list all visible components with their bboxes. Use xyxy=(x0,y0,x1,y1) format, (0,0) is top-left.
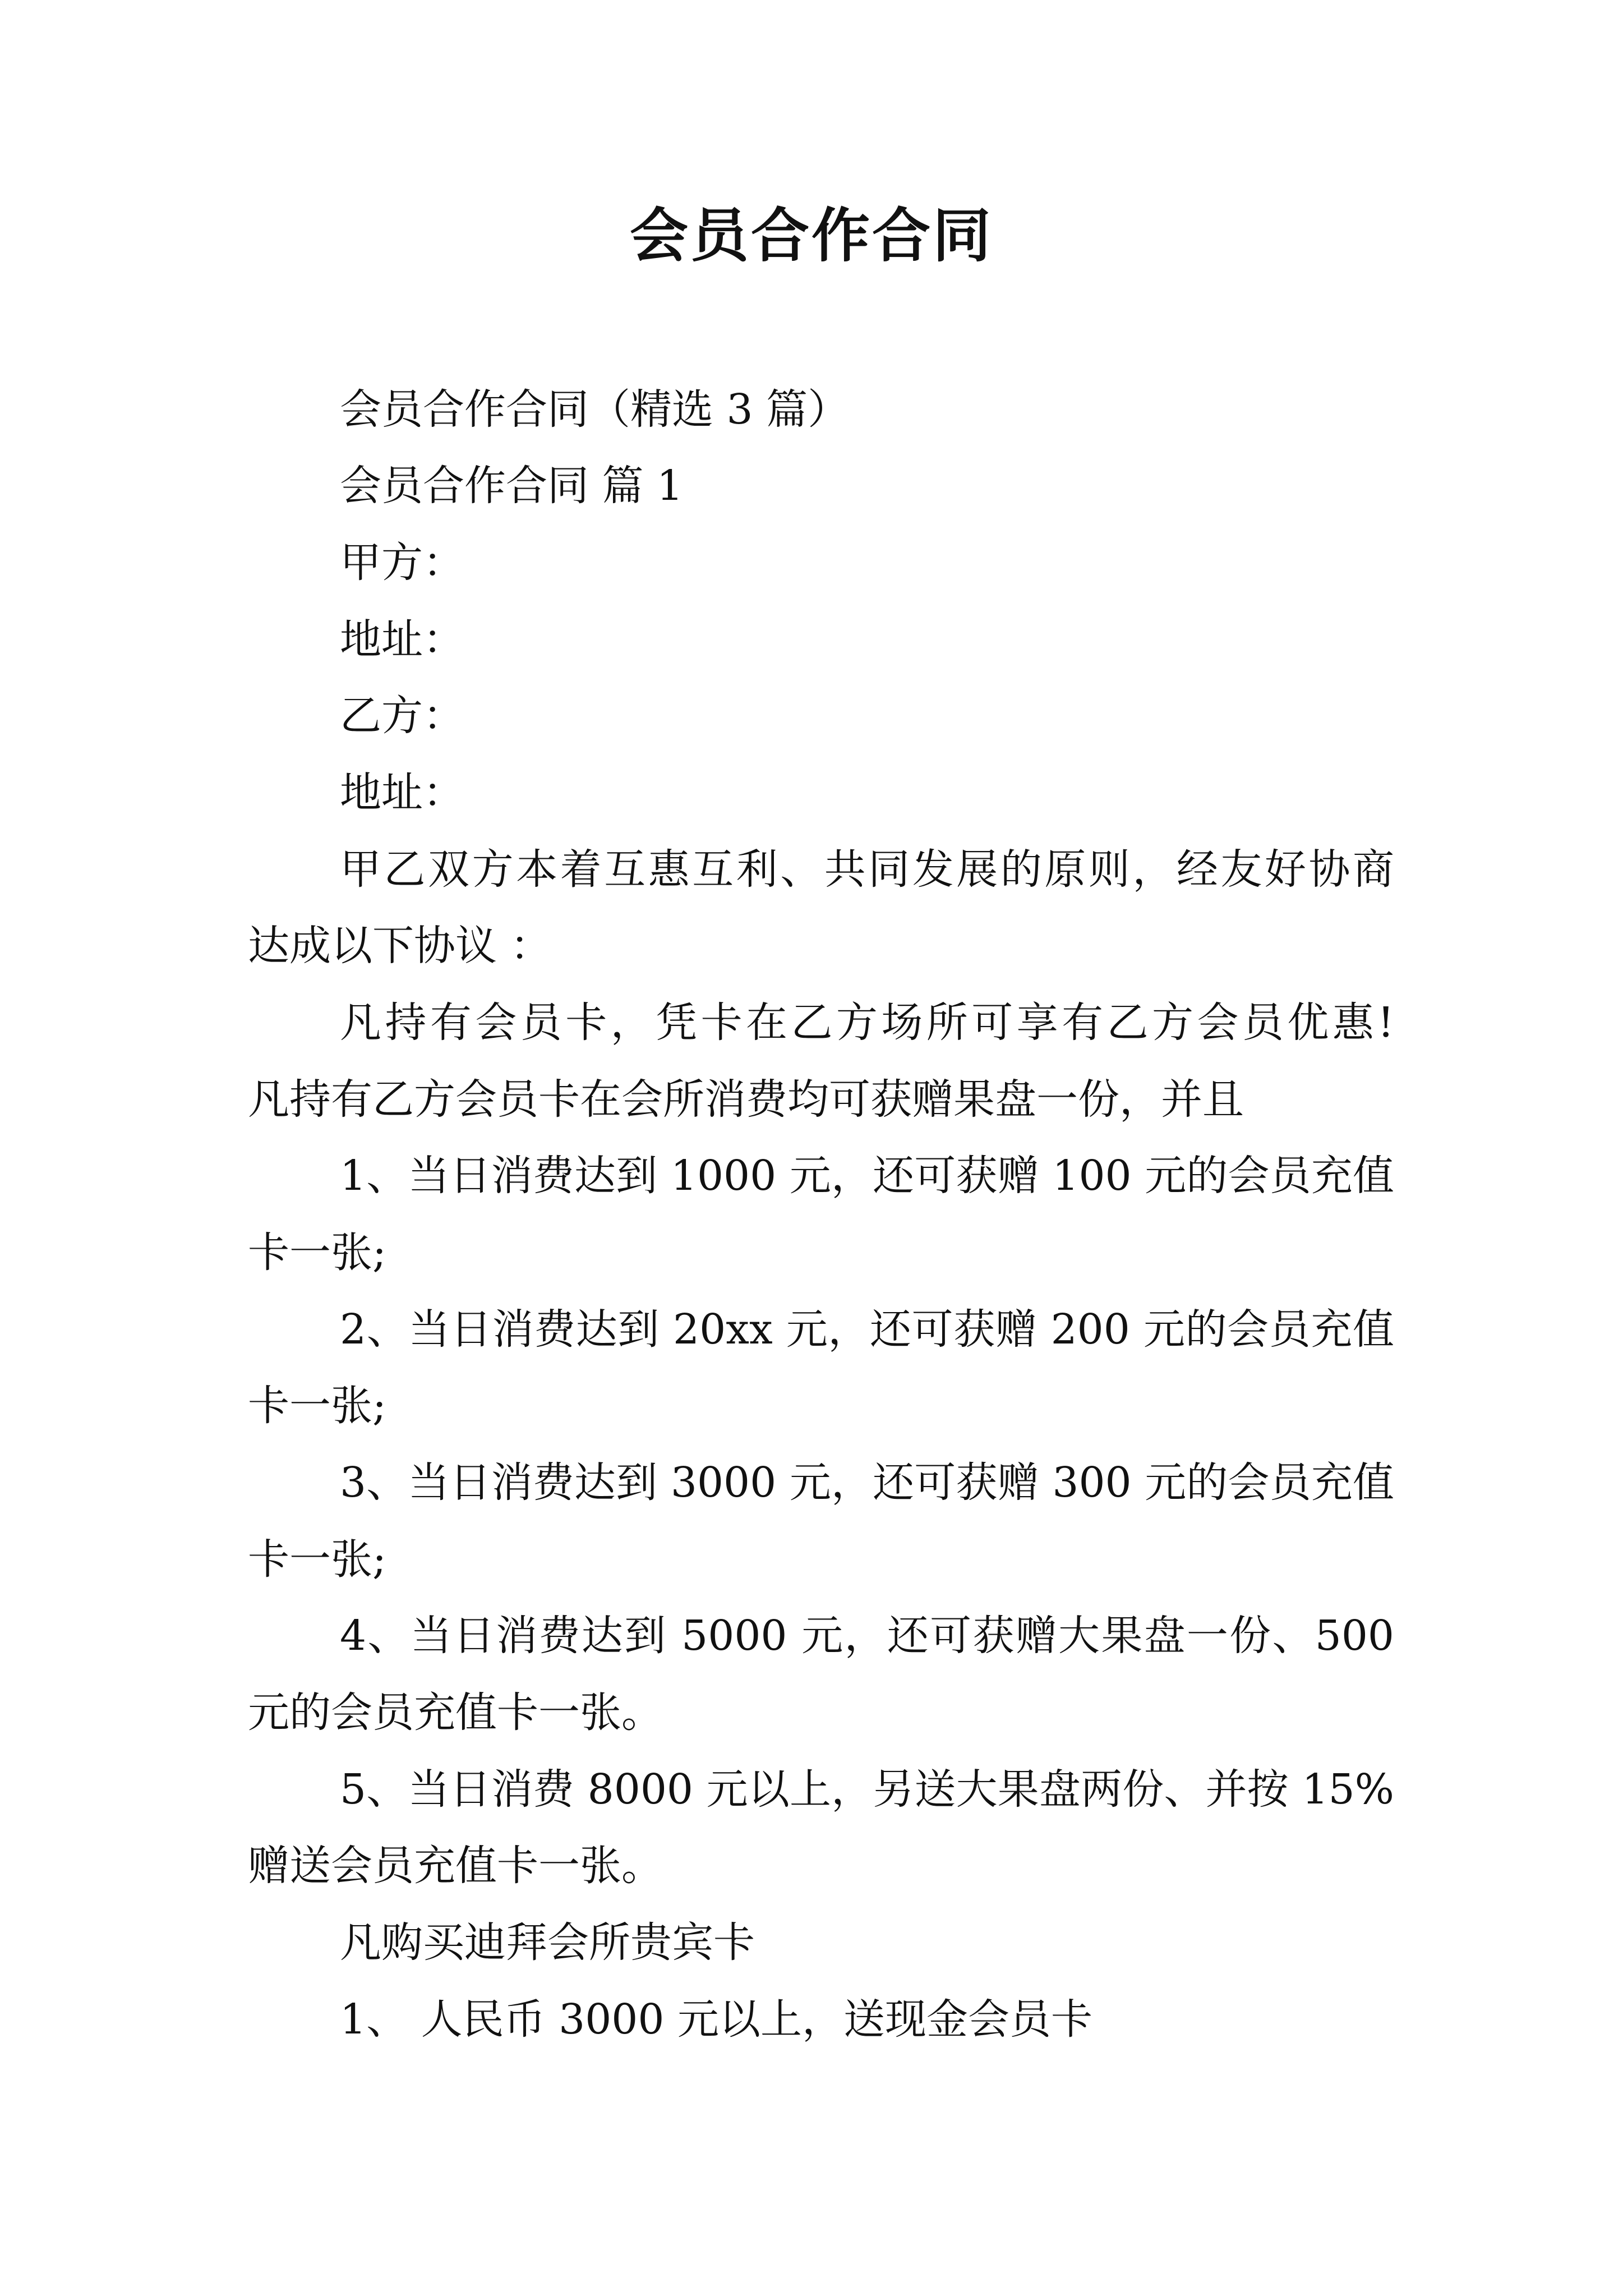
list-item-line: 1、 人民币 3000 元以上，送现金会员卡 xyxy=(340,1995,1092,2044)
party-b-label: 乙方： xyxy=(340,692,464,740)
list-item-line: 卡一张; xyxy=(248,1382,386,1430)
document-title: 会员合作合同 xyxy=(629,201,993,270)
list-item-line: 2、当日消费达到 20xx 元，还可获赠 200 元的会员充值 xyxy=(340,1305,1394,1354)
paragraph-line: 凡购买迪拜会所贵宾卡 xyxy=(340,1918,755,1967)
paragraph-line: 甲乙双方本着互惠互利、共同发展的原则，经友好协商 xyxy=(340,845,1394,894)
subtitle-line: 会员合作合同（精选 3 篇） xyxy=(340,385,850,434)
list-item-line: 赠送会员充值卡一张。 xyxy=(248,1842,663,1890)
paragraph-line: 凡持有会员卡，凭卡在乙方场所可享有乙方会员优惠! xyxy=(340,999,1394,1047)
list-item-line: 卡一张; xyxy=(248,1535,386,1584)
list-item-line: 3、当日消费达到 3000 元，还可获赠 300 元的会员充值 xyxy=(340,1458,1394,1507)
list-item-line: 1、当日消费达到 1000 元，还可获赠 100 元的会员充值 xyxy=(340,1152,1394,1200)
list-item-line: 元的会员充值卡一张。 xyxy=(248,1688,663,1737)
paragraph-line: 达成以下协议 ： xyxy=(248,922,552,970)
list-item-line: 卡一张; xyxy=(248,1228,386,1277)
list-item-line: 5、当日消费 8000 元以上，另送大果盘两份、并按 15% xyxy=(340,1765,1394,1814)
party-a-label: 甲方： xyxy=(340,539,464,587)
party-a-address-label: 地址： xyxy=(340,615,464,664)
party-b-address-label: 地址： xyxy=(340,769,464,817)
list-item-line: 4、当日消费达到 5000 元，还可获赠大果盘一份、500 xyxy=(340,1612,1394,1660)
section-heading: 会员合作合同 篇 1 xyxy=(340,462,684,510)
paragraph-line: 凡持有乙方会员卡在会所消费均可获赠果盘一份，并且 xyxy=(248,1075,1244,1124)
